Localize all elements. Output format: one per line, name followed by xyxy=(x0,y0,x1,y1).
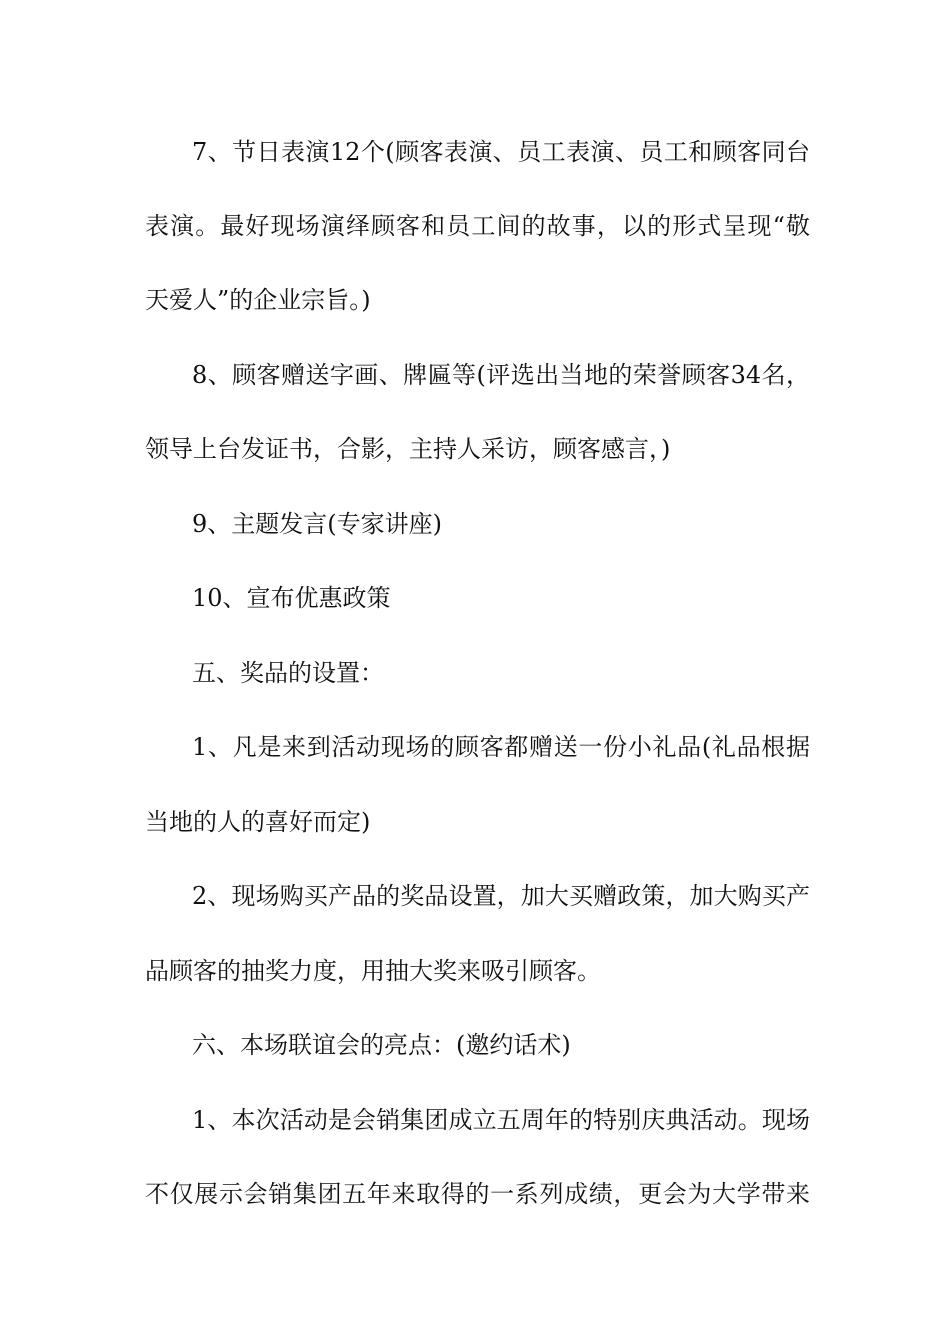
text-line: 7、节日表演12个(顾客表演、员工表演、员工和顾客同台 xyxy=(192,138,810,166)
text-line: 领导上台发证书，合影，主持人采访，顾客感言，) xyxy=(145,435,671,463)
text-line: 1、凡是来到活动现场的顾客都赠送一份小礼品(礼品根据 xyxy=(192,733,810,761)
text-line: 不仅展示会销集团五年来取得的一系列成绩，更会为大学带来 xyxy=(145,1180,810,1208)
text-line: 当地的人的喜好而定) xyxy=(145,808,371,836)
text-line: 8、顾客赠送字画、牌匾等(评选出当地的荣誉顾客34名， xyxy=(192,361,810,389)
text-line: 天爱人”的企业宗旨。) xyxy=(145,286,371,314)
text-line: 2、现场购买产品的奖品设置，加大买赠政策，加大购买产 xyxy=(192,882,810,910)
text-line: 1、本次活动是会销集团成立五周年的特别庆典活动。现场 xyxy=(192,1106,810,1134)
text-line: 品顾客的抽奖力度，用抽大奖来吸引顾客。 xyxy=(145,957,601,985)
text-line: 9、主题发言(专家讲座) xyxy=(192,510,442,538)
section-heading: 六、本场联谊会的亮点：(邀约话术) xyxy=(192,1031,571,1059)
section-heading: 五、奖品的设置： xyxy=(192,659,384,687)
text-line: 10、宣布优惠政策 xyxy=(192,584,391,612)
text-line: 表演。最好现场演绎顾客和员工间的故事，以的形式呈现“敬 xyxy=(145,212,810,240)
